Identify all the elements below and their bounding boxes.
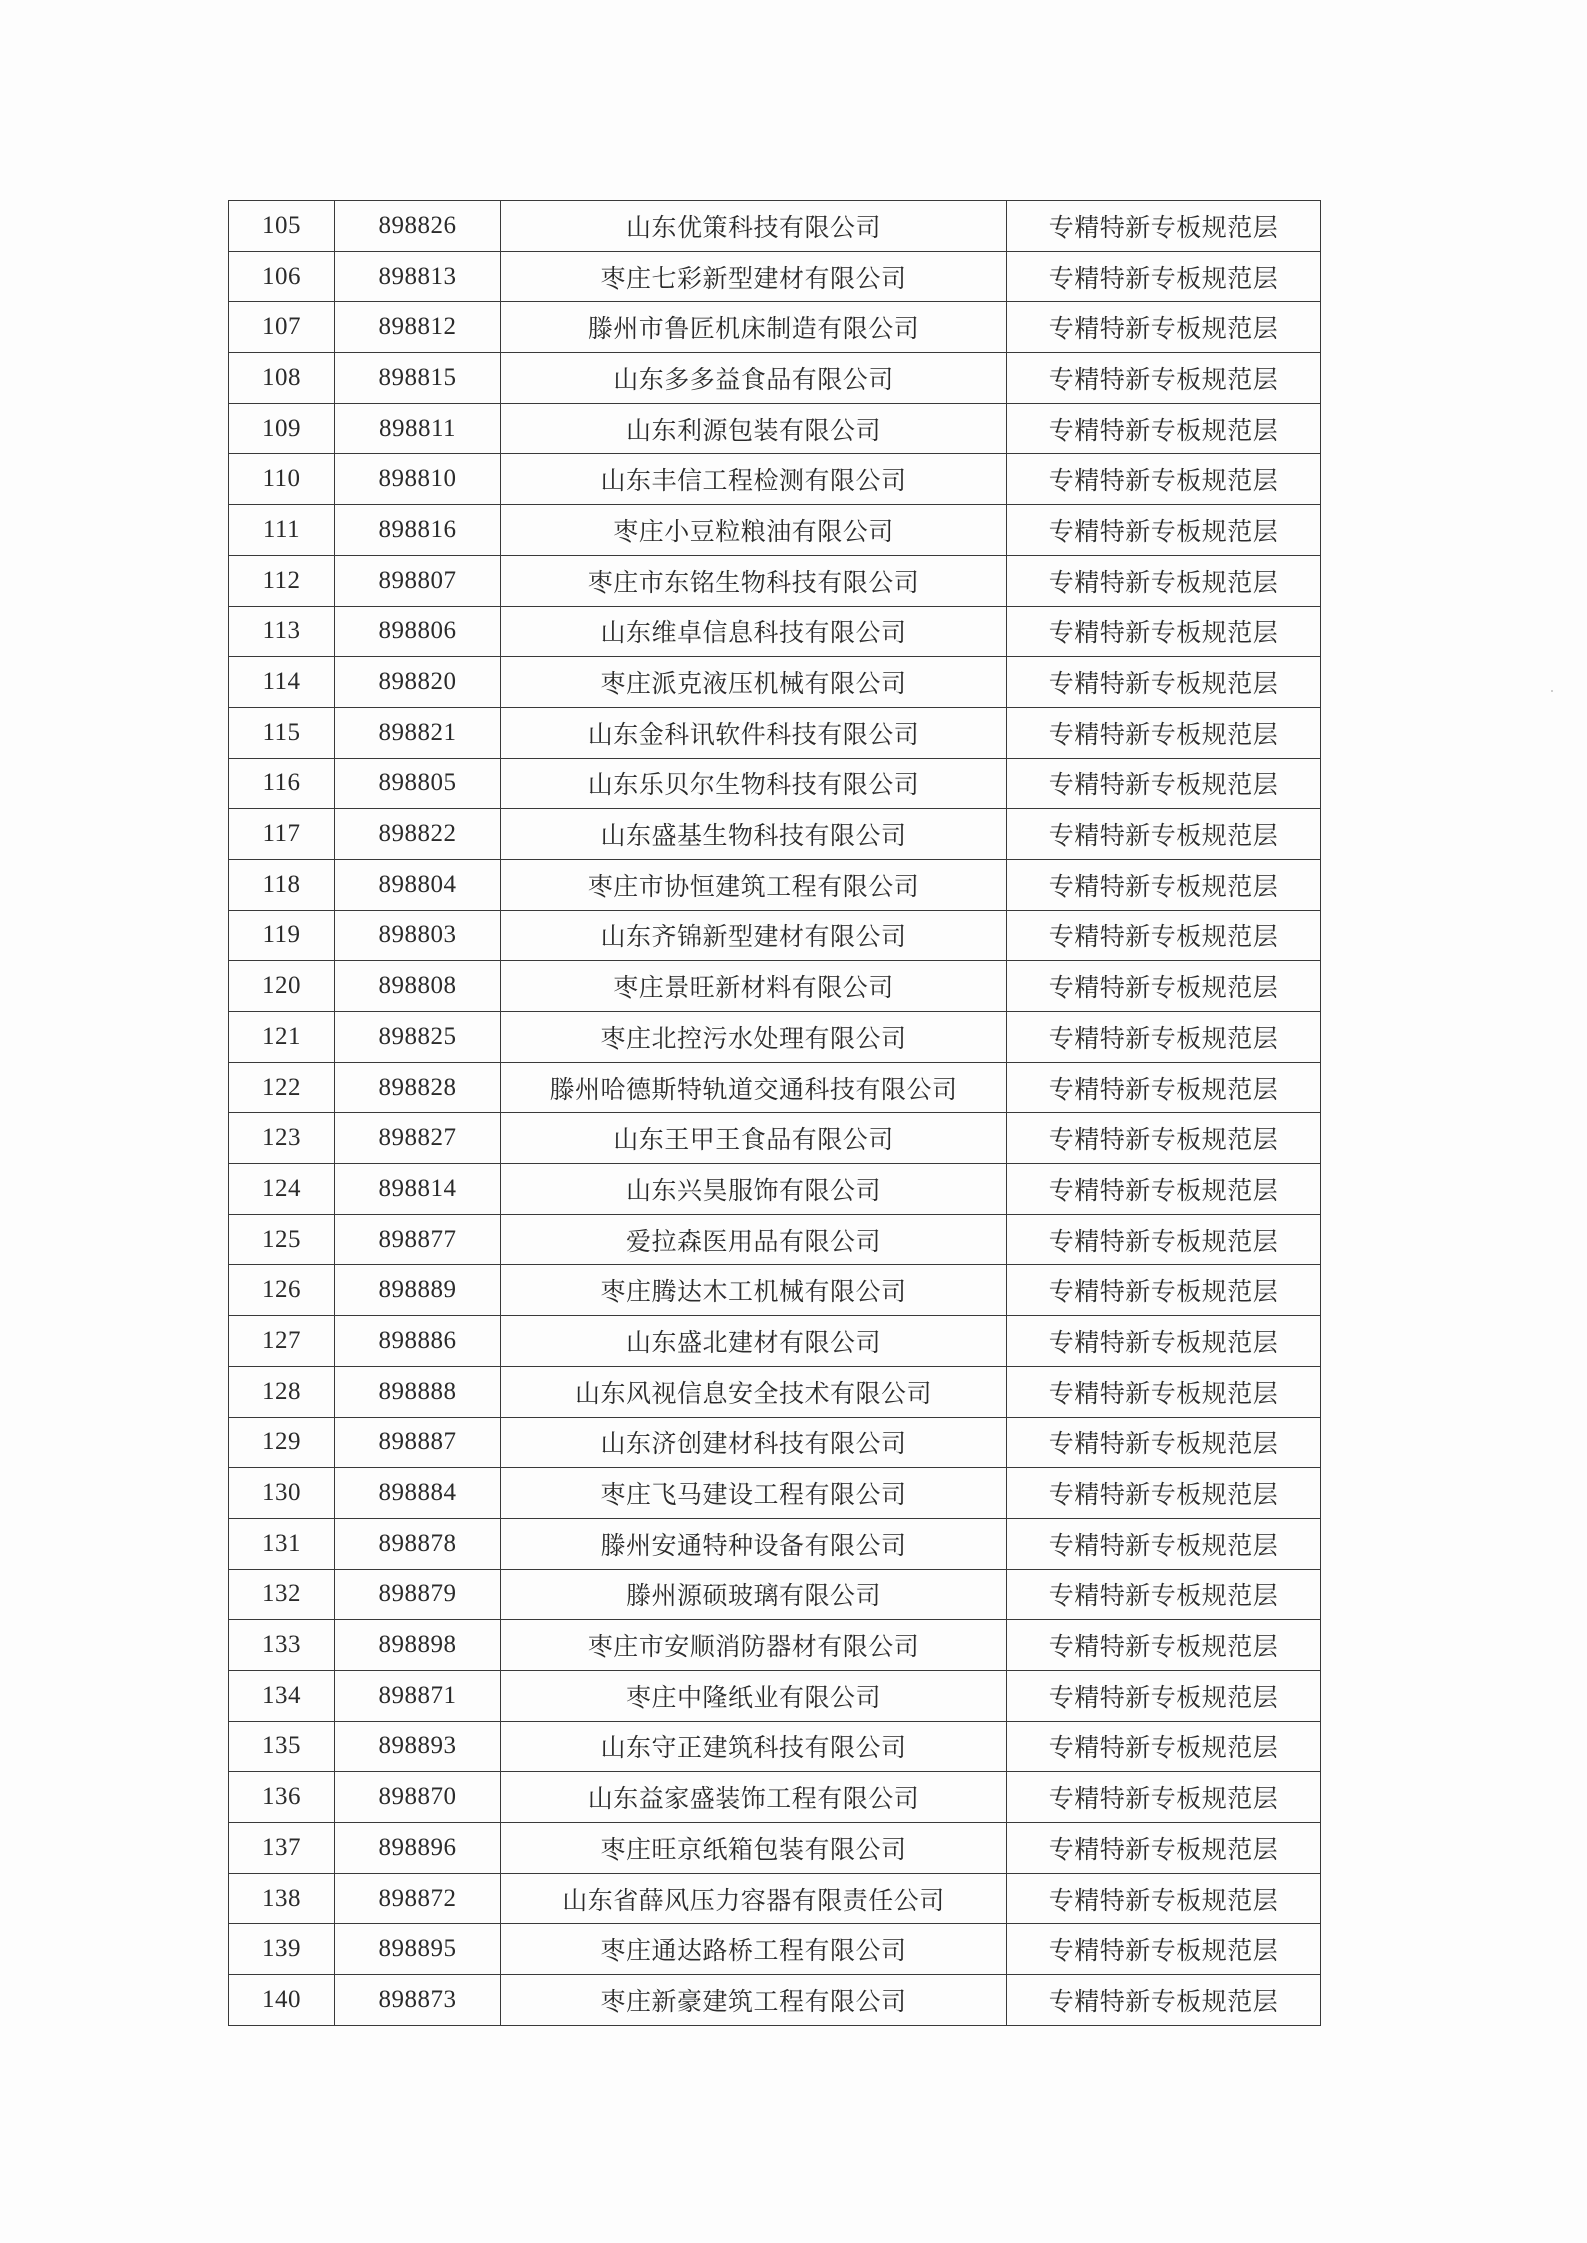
company-name-cell: 山东盛北建材有限公司 xyxy=(501,1316,1007,1367)
company-name-cell: 滕州市鲁匠机床制造有限公司 xyxy=(501,302,1007,353)
board-level-cell: 专精特新专板规范层 xyxy=(1007,1417,1321,1468)
board-level-cell: 专精特新专板规范层 xyxy=(1007,606,1321,657)
stock-code-cell: 898811 xyxy=(335,403,501,454)
stock-code-cell: 898807 xyxy=(335,555,501,606)
company-name-cell: 山东济创建材科技有限公司 xyxy=(501,1417,1007,1468)
board-level-cell: 专精特新专板规范层 xyxy=(1007,251,1321,302)
company-name-cell: 枣庄中隆纸业有限公司 xyxy=(501,1670,1007,1721)
company-name-cell: 山东利源包装有限公司 xyxy=(501,403,1007,454)
stock-code-cell: 898879 xyxy=(335,1569,501,1620)
board-level-cell: 专精特新专板规范层 xyxy=(1007,1721,1321,1772)
board-level-cell: 专精特新专板规范层 xyxy=(1007,1214,1321,1265)
row-number-cell: 107 xyxy=(229,302,335,353)
company-name-cell: 枣庄北控污水处理有限公司 xyxy=(501,1012,1007,1063)
stock-code-cell: 898810 xyxy=(335,454,501,505)
table-row xyxy=(229,555,1321,606)
company-name-cell: 枣庄市安顺消防器材有限公司 xyxy=(501,1620,1007,1671)
company-name-cell: 枣庄小豆粒粮油有限公司 xyxy=(501,505,1007,556)
board-level-cell: 专精特新专板规范层 xyxy=(1007,758,1321,809)
stock-code-cell: 898889 xyxy=(335,1265,501,1316)
board-level-cell: 专精特新专板规范层 xyxy=(1007,1366,1321,1417)
company-name-cell: 枣庄市东铭生物科技有限公司 xyxy=(501,555,1007,606)
board-level-cell: 专精特新专板规范层 xyxy=(1007,454,1321,505)
board-level-cell: 专精特新专板规范层 xyxy=(1007,910,1321,961)
row-number-cell: 134 xyxy=(229,1670,335,1721)
stock-code-cell: 898803 xyxy=(335,910,501,961)
stock-code-cell: 898878 xyxy=(335,1518,501,1569)
table-row xyxy=(229,1417,1321,1468)
row-number-cell: 139 xyxy=(229,1924,335,1975)
row-number-cell: 124 xyxy=(229,1164,335,1215)
company-name-cell: 山东兴昊服饰有限公司 xyxy=(501,1164,1007,1215)
stock-code-cell: 898896 xyxy=(335,1823,501,1874)
company-name-cell: 枣庄通达路桥工程有限公司 xyxy=(501,1924,1007,1975)
board-level-cell: 专精特新专板规范层 xyxy=(1007,1924,1321,1975)
table-row xyxy=(229,758,1321,809)
row-number-cell: 114 xyxy=(229,657,335,708)
company-name-cell: 枣庄腾达木工机械有限公司 xyxy=(501,1265,1007,1316)
row-number-cell: 115 xyxy=(229,707,335,758)
stock-code-cell: 898828 xyxy=(335,1062,501,1113)
company-name-cell: 山东多多益食品有限公司 xyxy=(501,353,1007,404)
table-row xyxy=(229,1873,1321,1924)
table-row xyxy=(229,1316,1321,1367)
row-number-cell: 125 xyxy=(229,1214,335,1265)
table-row xyxy=(229,505,1321,556)
board-level-cell: 专精特新专板规范层 xyxy=(1007,1670,1321,1721)
board-level-cell: 专精特新专板规范层 xyxy=(1007,201,1321,252)
row-number-cell: 127 xyxy=(229,1316,335,1367)
board-level-cell: 专精特新专板规范层 xyxy=(1007,961,1321,1012)
stock-code-cell: 898827 xyxy=(335,1113,501,1164)
stock-code-cell: 898884 xyxy=(335,1468,501,1519)
stock-code-cell: 898815 xyxy=(335,353,501,404)
board-level-cell: 专精特新专板规范层 xyxy=(1007,1620,1321,1671)
board-level-cell: 专精特新专板规范层 xyxy=(1007,1468,1321,1519)
company-name-cell: 枣庄市协恒建筑工程有限公司 xyxy=(501,859,1007,910)
company-name-cell: 滕州哈德斯特轨道交通科技有限公司 xyxy=(501,1062,1007,1113)
table-row xyxy=(229,1366,1321,1417)
company-list-table-container xyxy=(228,200,1320,2026)
table-row xyxy=(229,1721,1321,1772)
table-row xyxy=(229,302,1321,353)
row-number-cell: 106 xyxy=(229,251,335,302)
row-number-cell: 105 xyxy=(229,201,335,252)
board-level-cell: 专精特新专板规范层 xyxy=(1007,859,1321,910)
stock-code-cell: 898877 xyxy=(335,1214,501,1265)
table-row xyxy=(229,657,1321,708)
row-number-cell: 113 xyxy=(229,606,335,657)
stock-code-cell: 898821 xyxy=(335,707,501,758)
table-row xyxy=(229,353,1321,404)
table-body xyxy=(229,201,1321,2026)
stock-code-cell: 898822 xyxy=(335,809,501,860)
stock-code-cell: 898872 xyxy=(335,1873,501,1924)
stock-code-cell: 898870 xyxy=(335,1772,501,1823)
table-row xyxy=(229,1975,1321,2026)
row-number-cell: 133 xyxy=(229,1620,335,1671)
company-name-cell: 山东乐贝尔生物科技有限公司 xyxy=(501,758,1007,809)
company-name-cell: 枣庄派克液压机械有限公司 xyxy=(501,657,1007,708)
table-row xyxy=(229,859,1321,910)
stock-code-cell: 898805 xyxy=(335,758,501,809)
company-name-cell: 滕州源硕玻璃有限公司 xyxy=(501,1569,1007,1620)
stock-code-cell: 898886 xyxy=(335,1316,501,1367)
stock-code-cell: 898812 xyxy=(335,302,501,353)
row-number-cell: 120 xyxy=(229,961,335,1012)
scan-speck xyxy=(1551,690,1553,692)
company-name-cell: 山东益家盛装饰工程有限公司 xyxy=(501,1772,1007,1823)
company-name-cell: 枣庄飞马建设工程有限公司 xyxy=(501,1468,1007,1519)
board-level-cell: 专精特新专板规范层 xyxy=(1007,1873,1321,1924)
stock-code-cell: 898898 xyxy=(335,1620,501,1671)
company-list-table xyxy=(228,200,1321,2026)
board-level-cell: 专精特新专板规范层 xyxy=(1007,1518,1321,1569)
row-number-cell: 116 xyxy=(229,758,335,809)
row-number-cell: 109 xyxy=(229,403,335,454)
company-name-cell: 山东盛基生物科技有限公司 xyxy=(501,809,1007,860)
row-number-cell: 140 xyxy=(229,1975,335,2026)
table-row xyxy=(229,403,1321,454)
table-row xyxy=(229,1518,1321,1569)
row-number-cell: 112 xyxy=(229,555,335,606)
company-name-cell: 山东风视信息安全技术有限公司 xyxy=(501,1366,1007,1417)
stock-code-cell: 898893 xyxy=(335,1721,501,1772)
row-number-cell: 132 xyxy=(229,1569,335,1620)
row-number-cell: 138 xyxy=(229,1873,335,1924)
stock-code-cell: 898825 xyxy=(335,1012,501,1063)
table-row xyxy=(229,201,1321,252)
table-row xyxy=(229,251,1321,302)
board-level-cell: 专精特新专板规范层 xyxy=(1007,1062,1321,1113)
stock-code-cell: 898820 xyxy=(335,657,501,708)
board-level-cell: 专精特新专板规范层 xyxy=(1007,1113,1321,1164)
row-number-cell: 122 xyxy=(229,1062,335,1113)
row-number-cell: 123 xyxy=(229,1113,335,1164)
board-level-cell: 专精特新专板规范层 xyxy=(1007,707,1321,758)
table-row xyxy=(229,1214,1321,1265)
table-row xyxy=(229,454,1321,505)
board-level-cell: 专精特新专板规范层 xyxy=(1007,1975,1321,2026)
board-level-cell: 专精特新专板规范层 xyxy=(1007,1823,1321,1874)
stock-code-cell: 898804 xyxy=(335,859,501,910)
row-number-cell: 135 xyxy=(229,1721,335,1772)
company-name-cell: 山东金科讯软件科技有限公司 xyxy=(501,707,1007,758)
table-row xyxy=(229,1924,1321,1975)
stock-code-cell: 898806 xyxy=(335,606,501,657)
row-number-cell: 130 xyxy=(229,1468,335,1519)
company-name-cell: 枣庄新豪建筑工程有限公司 xyxy=(501,1975,1007,2026)
company-name-cell: 枣庄七彩新型建材有限公司 xyxy=(501,251,1007,302)
table-row xyxy=(229,1113,1321,1164)
table-row xyxy=(229,707,1321,758)
table-row xyxy=(229,606,1321,657)
stock-code-cell: 898873 xyxy=(335,1975,501,2026)
row-number-cell: 131 xyxy=(229,1518,335,1569)
stock-code-cell: 898813 xyxy=(335,251,501,302)
board-level-cell: 专精特新专板规范层 xyxy=(1007,403,1321,454)
table-row xyxy=(229,1164,1321,1215)
row-number-cell: 118 xyxy=(229,859,335,910)
board-level-cell: 专精特新专板规范层 xyxy=(1007,1569,1321,1620)
table-row xyxy=(229,1772,1321,1823)
table-row xyxy=(229,1670,1321,1721)
table-row xyxy=(229,1823,1321,1874)
company-name-cell: 枣庄景旺新材料有限公司 xyxy=(501,961,1007,1012)
table-row xyxy=(229,1265,1321,1316)
row-number-cell: 111 xyxy=(229,505,335,556)
board-level-cell: 专精特新专板规范层 xyxy=(1007,505,1321,556)
stock-code-cell: 898814 xyxy=(335,1164,501,1215)
row-number-cell: 128 xyxy=(229,1366,335,1417)
table-row xyxy=(229,1468,1321,1519)
board-level-cell: 专精特新专板规范层 xyxy=(1007,1316,1321,1367)
stock-code-cell: 898826 xyxy=(335,201,501,252)
row-number-cell: 119 xyxy=(229,910,335,961)
company-name-cell: 山东维卓信息科技有限公司 xyxy=(501,606,1007,657)
table-row xyxy=(229,1569,1321,1620)
company-name-cell: 山东丰信工程检测有限公司 xyxy=(501,454,1007,505)
stock-code-cell: 898816 xyxy=(335,505,501,556)
stock-code-cell: 898871 xyxy=(335,1670,501,1721)
table-row xyxy=(229,1012,1321,1063)
company-name-cell: 枣庄旺京纸箱包装有限公司 xyxy=(501,1823,1007,1874)
row-number-cell: 137 xyxy=(229,1823,335,1874)
stock-code-cell: 898887 xyxy=(335,1417,501,1468)
company-name-cell: 山东省薛风压力容器有限责任公司 xyxy=(501,1873,1007,1924)
row-number-cell: 110 xyxy=(229,454,335,505)
stock-code-cell: 898808 xyxy=(335,961,501,1012)
table-row xyxy=(229,961,1321,1012)
stock-code-cell: 898895 xyxy=(335,1924,501,1975)
board-level-cell: 专精特新专板规范层 xyxy=(1007,302,1321,353)
board-level-cell: 专精特新专板规范层 xyxy=(1007,657,1321,708)
row-number-cell: 117 xyxy=(229,809,335,860)
board-level-cell: 专精特新专板规范层 xyxy=(1007,1164,1321,1215)
company-name-cell: 山东王甲王食品有限公司 xyxy=(501,1113,1007,1164)
table-row xyxy=(229,910,1321,961)
board-level-cell: 专精特新专板规范层 xyxy=(1007,353,1321,404)
stock-code-cell: 898888 xyxy=(335,1366,501,1417)
row-number-cell: 108 xyxy=(229,353,335,404)
row-number-cell: 136 xyxy=(229,1772,335,1823)
board-level-cell: 专精特新专板规范层 xyxy=(1007,555,1321,606)
company-name-cell: 滕州安通特种设备有限公司 xyxy=(501,1518,1007,1569)
table-row xyxy=(229,1620,1321,1671)
board-level-cell: 专精特新专板规范层 xyxy=(1007,809,1321,860)
row-number-cell: 129 xyxy=(229,1417,335,1468)
table-row xyxy=(229,1062,1321,1113)
table-row xyxy=(229,809,1321,860)
board-level-cell: 专精特新专板规范层 xyxy=(1007,1265,1321,1316)
row-number-cell: 121 xyxy=(229,1012,335,1063)
row-number-cell: 126 xyxy=(229,1265,335,1316)
board-level-cell: 专精特新专板规范层 xyxy=(1007,1772,1321,1823)
company-name-cell: 山东优策科技有限公司 xyxy=(501,201,1007,252)
company-name-cell: 山东守正建筑科技有限公司 xyxy=(501,1721,1007,1772)
company-name-cell: 爱拉森医用品有限公司 xyxy=(501,1214,1007,1265)
board-level-cell: 专精特新专板规范层 xyxy=(1007,1012,1321,1063)
company-name-cell: 山东齐锦新型建材有限公司 xyxy=(501,910,1007,961)
